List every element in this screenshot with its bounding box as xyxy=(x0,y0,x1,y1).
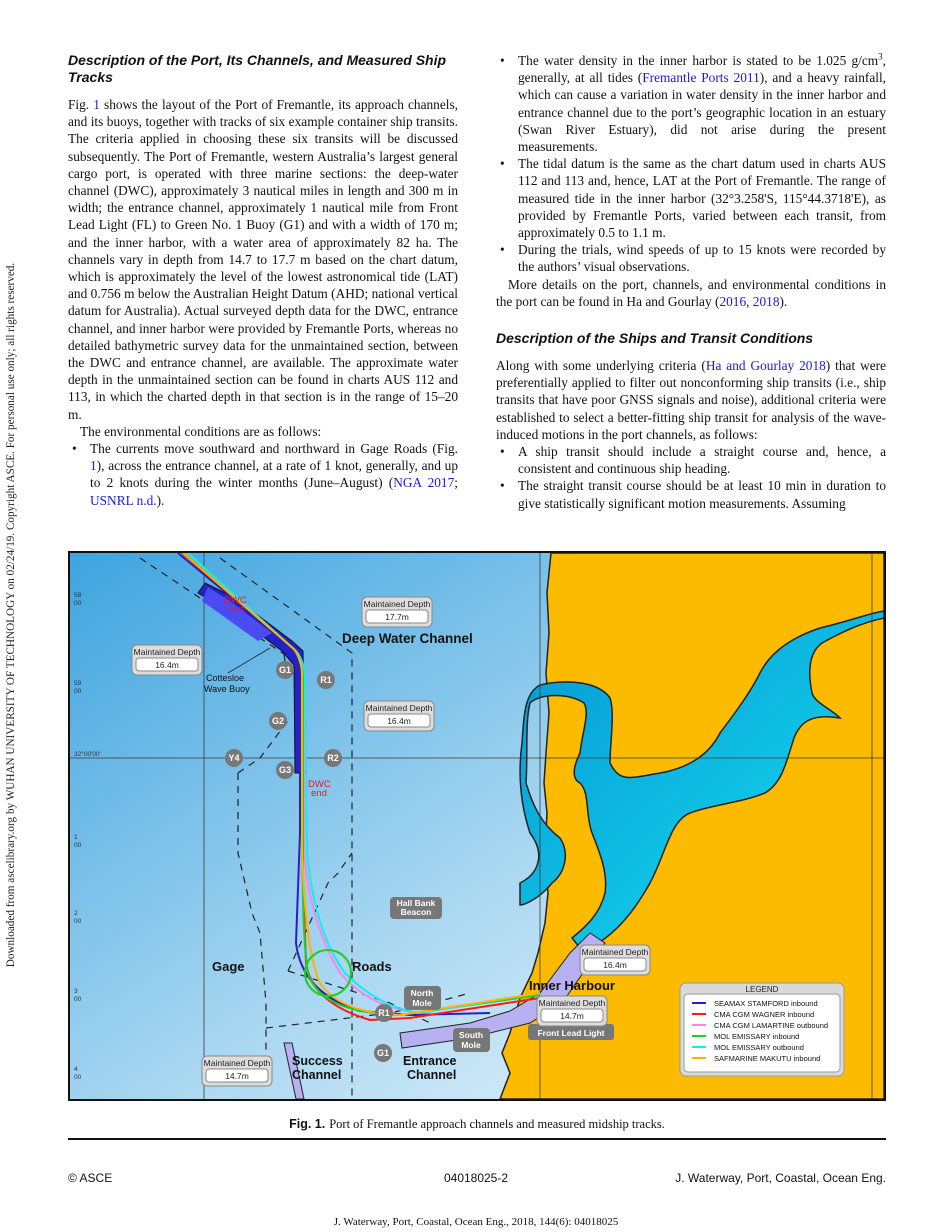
text: The water density in the inner harbor is stated to be 1.025 g/cm xyxy=(518,53,879,68)
list-item-density xyxy=(496,52,886,155)
text: shows the layout of the Port of Fremantle, its approach channels, and its buoys, together with tracks of six example container ship transits. The criteria applied in choosing these six transits will be discussed subsequently. The Port of Fremantle, western Australia’s largest general cargo port, is operated with three marine sections: the deep-water channel (DWC), approximately 3 nautical miles in length and 300 m in width; the entrance channel, approximately 1 nautical mile from Front Lead Light (FL) to Green No. 1 Buoy (G1) and with a width of 170 m; and the inner harbor, with a water area of approximately 82 ha. The channels vary in depth from 14.7 to 17.7 m based on the chart datum, which is approximately the level of the lowest astronomical tide (LAT) and 0.756 m below the Australian Height Datum (AHD; national vertical datum for Australia). Actual surveyed depth data for the DWC, entrance channel, and inner harbor were provided by Fremantle Ports, whereas no detailed bathymetric survey data for the unmaintained section, between the DWC and entrance channel, are available. The approximate water depth in the unmaintained section can be found in charts AUS 112 and 113, in which the charted depth in that section is in the range of 15–20 m. xyxy=(68,97,458,422)
svg-text:Wave Buoy: Wave Buoy xyxy=(204,684,250,694)
caption-label: Fig. 1. xyxy=(289,1117,326,1131)
buoy-r2 xyxy=(324,749,342,767)
svg-text:00: 00 xyxy=(74,842,82,849)
svg-text:14.7m: 14.7m xyxy=(225,1071,249,1081)
env-conditions-list-cont xyxy=(496,52,886,276)
svg-text:CMA CGM WAGNER inbound: CMA CGM WAGNER inbound xyxy=(714,1010,815,1019)
svg-text:MOL EMISSARY outbound: MOL EMISSARY outbound xyxy=(714,1043,804,1052)
text: Along with some underlying criteria ( xyxy=(496,358,706,374)
svg-text:Maintained Depth: Maintained Depth xyxy=(203,1058,271,1068)
footer-page-number: 04018025-2 xyxy=(443,1171,509,1185)
buoy-r1 xyxy=(317,671,335,689)
nga-2017-link[interactable]: NGA 2017 xyxy=(393,475,455,491)
svg-text:14.7m: 14.7m xyxy=(560,1011,584,1021)
paragraph-more-details xyxy=(496,276,886,310)
svg-text:Mole: Mole xyxy=(461,1040,481,1050)
text: , generally, at all tides ( xyxy=(518,53,886,86)
text: ). xyxy=(156,492,165,508)
fremantle-ports-2011-link[interactable]: Fremantle Ports 2011 xyxy=(642,70,760,86)
download-notice-text: Downloaded from ascelibrary.org by WUHAN UNIVERSITY OF TECHNOLOGY on 02/24/19. Copyright ASCE. For personal use only; all rights reserved. xyxy=(5,262,17,968)
svg-text:SAFMARINE MAKUTU inbound: SAFMARINE MAKUTU inbound xyxy=(714,1054,821,1063)
download-notice xyxy=(0,0,22,1232)
svg-text:Deep Water Channel: Deep Water Channel xyxy=(342,631,473,646)
svg-text:Maintained Depth: Maintained Depth xyxy=(133,647,201,657)
paragraph-port-layout xyxy=(68,96,458,423)
env-conditions-list xyxy=(68,440,458,509)
svg-text:South: South xyxy=(458,1030,484,1040)
paragraph-criteria xyxy=(496,357,886,443)
svg-text:00: 00 xyxy=(74,688,82,695)
depth-box-14-7-harbour xyxy=(537,996,607,1026)
fig-1-link[interactable]: 1 xyxy=(90,458,97,474)
svg-text:1: 1 xyxy=(74,834,78,841)
legend xyxy=(680,983,844,1076)
paragraph-env-intro: The environmental conditions are as follows: xyxy=(80,423,322,439)
svg-text:DWC: DWC xyxy=(224,595,247,606)
svg-text:Y4: Y4 xyxy=(228,753,240,763)
svg-text:00: 00 xyxy=(74,600,82,607)
depth-box-14-7-success xyxy=(202,1056,272,1086)
svg-text:G1: G1 xyxy=(278,665,292,675)
svg-text:Success: Success xyxy=(292,1054,343,1068)
text: ). xyxy=(779,293,788,309)
text: The currents move southward and northward in Gage Roads (Fig. xyxy=(90,441,458,457)
superscript: 3 xyxy=(878,51,883,62)
svg-text:R1: R1 xyxy=(378,1008,390,1018)
svg-text:00: 00 xyxy=(74,996,82,1003)
svg-text:Maintained Depth: Maintained Depth xyxy=(581,947,649,957)
ha-gourlay-2018-link[interactable]: 2018 xyxy=(752,293,780,309)
usnrl-link[interactable]: USNRL n.d. xyxy=(90,492,157,508)
section-heading-port: Description of the Port, Its Channels, and Measured Ship Tracks xyxy=(68,52,447,85)
depth-box-16-4-dwc xyxy=(132,645,202,675)
svg-text:Hall Bank: Hall Bank xyxy=(396,898,436,908)
figure-caption xyxy=(68,1117,886,1132)
svg-text:SEAMAX STAMFORD inbound: SEAMAX STAMFORD inbound xyxy=(714,999,818,1008)
ha-gourlay-2016-link[interactable]: 2016 xyxy=(719,293,747,309)
svg-text:G2: G2 xyxy=(271,716,285,726)
ha-gourlay-2018-link[interactable]: Ha and Gourlay 2018 xyxy=(705,358,826,374)
svg-text:Entrance: Entrance xyxy=(403,1054,457,1068)
port-map xyxy=(70,553,884,1099)
text: Fig. xyxy=(68,97,94,112)
svg-text:16.4m: 16.4m xyxy=(603,960,627,970)
svg-text:00: 00 xyxy=(74,1074,82,1081)
svg-text:CMA CGM LAMARTINE outbound: CMA CGM LAMARTINE outbound xyxy=(714,1021,829,1030)
svg-text:Mole: Mole xyxy=(412,998,432,1008)
svg-text:end: end xyxy=(311,788,327,799)
svg-text:Roads: Roads xyxy=(352,959,392,974)
buoy-g2 xyxy=(269,712,287,730)
svg-text:Front Lead Light: Front Lead Light xyxy=(537,1028,605,1038)
svg-text:Maintained Depth: Maintained Depth xyxy=(363,599,431,609)
text: More details on the port, channels, and environmental conditions in the port can be found in Ha and Gourlay ( xyxy=(496,276,886,309)
footer-rule xyxy=(68,1138,886,1140)
list-item-tidal-datum: • The tidal datum is the same as the chart datum used in charts AUS 112 and 113 and, hence, LAT at the Port of Fremantle. The range of measured tide in the inner harbor (32°3.258'S, 115°44.3718'E), as provided by Fremantle Ports, varied between each transit, from approximately 0.5 to 1.1 m. xyxy=(496,155,886,241)
south-mole-label xyxy=(453,1028,490,1052)
text: ; xyxy=(454,475,458,491)
svg-text:2: 2 xyxy=(74,910,78,917)
svg-text:R2: R2 xyxy=(327,753,339,763)
svg-text:00: 00 xyxy=(74,918,82,925)
bottom-citation: J. Waterway, Port, Coastal, Ocean Eng., 2018, 144(6): 04018025 xyxy=(333,1216,619,1228)
right-column xyxy=(496,52,886,512)
svg-text:North: North xyxy=(410,988,434,998)
port-map-figure xyxy=(68,551,886,1101)
buoy-g1-entrance xyxy=(374,1044,392,1062)
fig-1-link[interactable]: 1 xyxy=(93,97,100,112)
svg-text:32°00'00': 32°00'00' xyxy=(74,751,101,758)
left-column xyxy=(68,52,458,509)
depth-box-16-4-r2 xyxy=(364,701,434,731)
criteria-list xyxy=(496,443,886,512)
caption-text: Port of Fremantle approach channels and measured midship tracks. xyxy=(329,1117,665,1131)
svg-text:16.4m: 16.4m xyxy=(387,716,411,726)
list-item-duration: • The straight transit course should be at least 10 min in duration to give statistically significant motion measurements. Assuming xyxy=(496,477,886,511)
list-item-currents xyxy=(68,440,458,509)
buoy-g3 xyxy=(276,761,294,779)
footer-copyright: © ASCE xyxy=(68,1171,113,1185)
svg-text:Inner Harbour: Inner Harbour xyxy=(529,978,615,993)
svg-text:Channel: Channel xyxy=(292,1068,342,1082)
svg-text:Maintained Depth: Maintained Depth xyxy=(365,703,433,713)
svg-text:Channel: Channel xyxy=(407,1068,457,1082)
svg-text:MOL EMISSARY inbound: MOL EMISSARY inbound xyxy=(714,1032,800,1041)
depth-box-17-7 xyxy=(362,597,432,627)
svg-text:17.7m: 17.7m xyxy=(385,612,409,622)
hall-bank-beacon-label xyxy=(390,897,442,919)
svg-text:3: 3 xyxy=(74,988,78,995)
buoy-y4 xyxy=(225,749,243,767)
list-item-straight-course: • A ship transit should include a straight course and, hence, a consistent and continuous ship heading. xyxy=(496,443,886,477)
svg-text:Beacon: Beacon xyxy=(400,907,432,917)
svg-text:59: 59 xyxy=(74,680,82,687)
svg-text:16.4m: 16.4m xyxy=(155,660,179,670)
text: , xyxy=(746,293,753,309)
svg-text:DWC: DWC xyxy=(308,779,331,790)
list-item-wind: • During the trials, wind speeds of up to 15 knots were recorded by the authors’ visual observations. xyxy=(496,241,886,275)
cottesloe-wave-buoy-label xyxy=(204,673,250,694)
svg-text:4: 4 xyxy=(74,1066,78,1073)
depth-box-16-4-harbour xyxy=(580,945,650,975)
buoy-g1 xyxy=(276,661,294,679)
svg-text:G1: G1 xyxy=(376,1048,390,1058)
text: ), and a heavy rainfall, which can cause a variation in water density in the inner harbor and entrance channel due to the port’s geographic location in an estuary (Swan River Estuary), did not arise during the present measurements. xyxy=(518,70,886,155)
svg-text:Cottesloe: Cottesloe xyxy=(206,673,245,683)
footer-journal: J. Waterway, Port, Coastal, Ocean Eng. xyxy=(675,1171,886,1185)
svg-text:G3: G3 xyxy=(278,765,292,775)
svg-text:Maintained Depth: Maintained Depth xyxy=(538,998,606,1008)
text: ) that were preferentially applied to filter out nonconforming ship transits (i.e., ship transits that have poor GNSS signals and noise), additional criteria were established to select a better-fitting ship transit for analysis of the wave-induced motions in the port channels, as follows: xyxy=(496,358,886,442)
north-mole-label xyxy=(404,986,441,1010)
buoy-r1-entrance xyxy=(375,1004,393,1022)
legend-title: LEGEND xyxy=(745,985,779,994)
svg-text:start: start xyxy=(226,604,245,615)
svg-text:58: 58 xyxy=(74,592,82,599)
svg-text:Gage: Gage xyxy=(212,959,245,974)
section-heading-ships: Description of the Ships and Transit Conditions xyxy=(496,330,814,347)
svg-text:R1: R1 xyxy=(320,675,332,685)
text: ), across the entrance channel, at a rate of 1 knot, generally, and up to 2 knots during the winter months (June–August) ( xyxy=(90,458,458,491)
